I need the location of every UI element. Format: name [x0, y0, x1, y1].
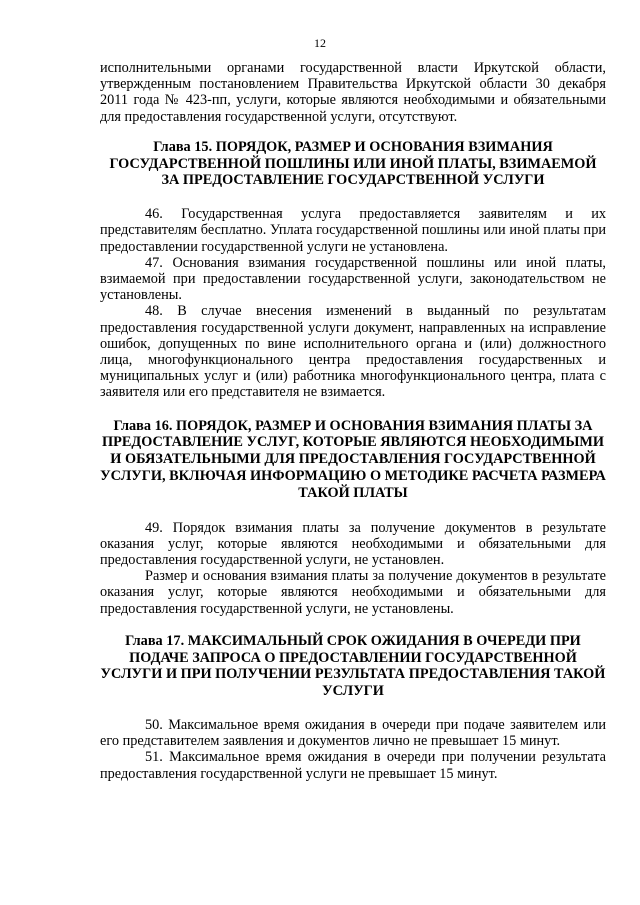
heading-chapter-17: Глава 17. МАКСИМАЛЬНЫЙ СРОК ОЖИДАНИЯ В ОЧЕРЕДИ ПРИ ПОДАЧЕ ЗАПРОСА О ПРЕДОСТАВЛЕНИИ ГОСУДАРСТВЕННОЙ УСЛУГИ И ПРИ ПОЛУЧЕНИИ РЕЗУЛЬТАТА ПРЕДОСТАВЛЕНИЯ ТАКОЙ УСЛУГИ — [100, 632, 606, 700]
paragraph-46: 46. Государственная услуга предоставляется заявителям и их представителям бесплатно. Уплата государственной пошлины или иной платы при предоставлении государственной услуги не установлена. — [100, 206, 606, 255]
page-number: 12 — [314, 36, 326, 50]
paragraph-47: 47. Основания взимания государственной пошлины или иной платы, взимаемой при предоставлении государственной услуги, законодательством не установлены. — [100, 254, 606, 304]
paragraph-51: 51. Максимальное время ожидания в очереди при получении результата предоставления государственной услуги не превышает 15 минут. — [100, 749, 606, 782]
paragraph-48: 48. В случае внесения изменений в выданный по результатам предоставления государственной услуги документ, направленных на исправление ошибок, допущенных по вине исполнительного органа и (или) должностного лица, многофункционального центра предоставления государственных и муниципальных услуг и (или) работника многофункционального центра, плата с заявителя или его представителя не взимается. — [100, 303, 606, 401]
paragraph-50: 50. Максимальное время ожидания в очереди при подаче заявителем или его представителем заявления и документов лично не превышает 15 минут. — [100, 717, 606, 750]
heading-chapter-16: Глава 16. ПОРЯДОК, РАЗМЕР И ОСНОВАНИЯ ВЗИМАНИЯ ПЛАТЫ ЗА ПРЕДОСТАВЛЕНИЕ УСЛУГ, КОТОРЫЕ ЯВЛЯЮТСЯ НЕОБХОДИМЫМИ И ОБЯЗАТЕЛЬНЫМИ ДЛЯ ПРЕДОСТАВЛЕНИЯ ГОСУДАРСТВЕННОЙ УСЛУГИ, ВКЛЮЧАЯ ИНФОРМАЦИЮ О МЕТОДИКЕ РАСЧЕТА РАЗМЕРА ТАКОЙ ПЛАТЫ — [100, 417, 606, 501]
heading-chapter-15: Глава 15. ПОРЯДОК, РАЗМЕР И ОСНОВАНИЯ ВЗИМАНИЯ ГОСУДАРСТВЕННОЙ ПОШЛИНЫ ИЛИ ИНОЙ ПЛАТЫ, ВЗИМАЕМОЙ ЗА ПРЕДОСТАВЛЕНИЕ ГОСУДАРСТВЕННОЙ УСЛУГИ — [109, 138, 597, 189]
paragraph-49-continued: Размер и основания взимания платы за получение документов в результате оказания услуг, которые являются необходимыми и обязательными для предоставления государственной услуги, не установлены. — [100, 568, 606, 617]
paragraph-49: 49. Порядок взимания платы за получение документов в результате оказания услуг, которые являются необходимыми и обязательными для предоставления государственной услуги, не установлен. — [100, 519, 606, 569]
paragraph-intro: исполнительными органами государственной власти Иркутской области, утвержденным постановлением Правительства Иркутской области 30 декабря 2011 года № 423-пп, услуги, которые являются необходимыми и обязательными для предоставления государственной услуги, отсутствуют. — [100, 60, 606, 125]
page-content — [100, 60, 606, 782]
